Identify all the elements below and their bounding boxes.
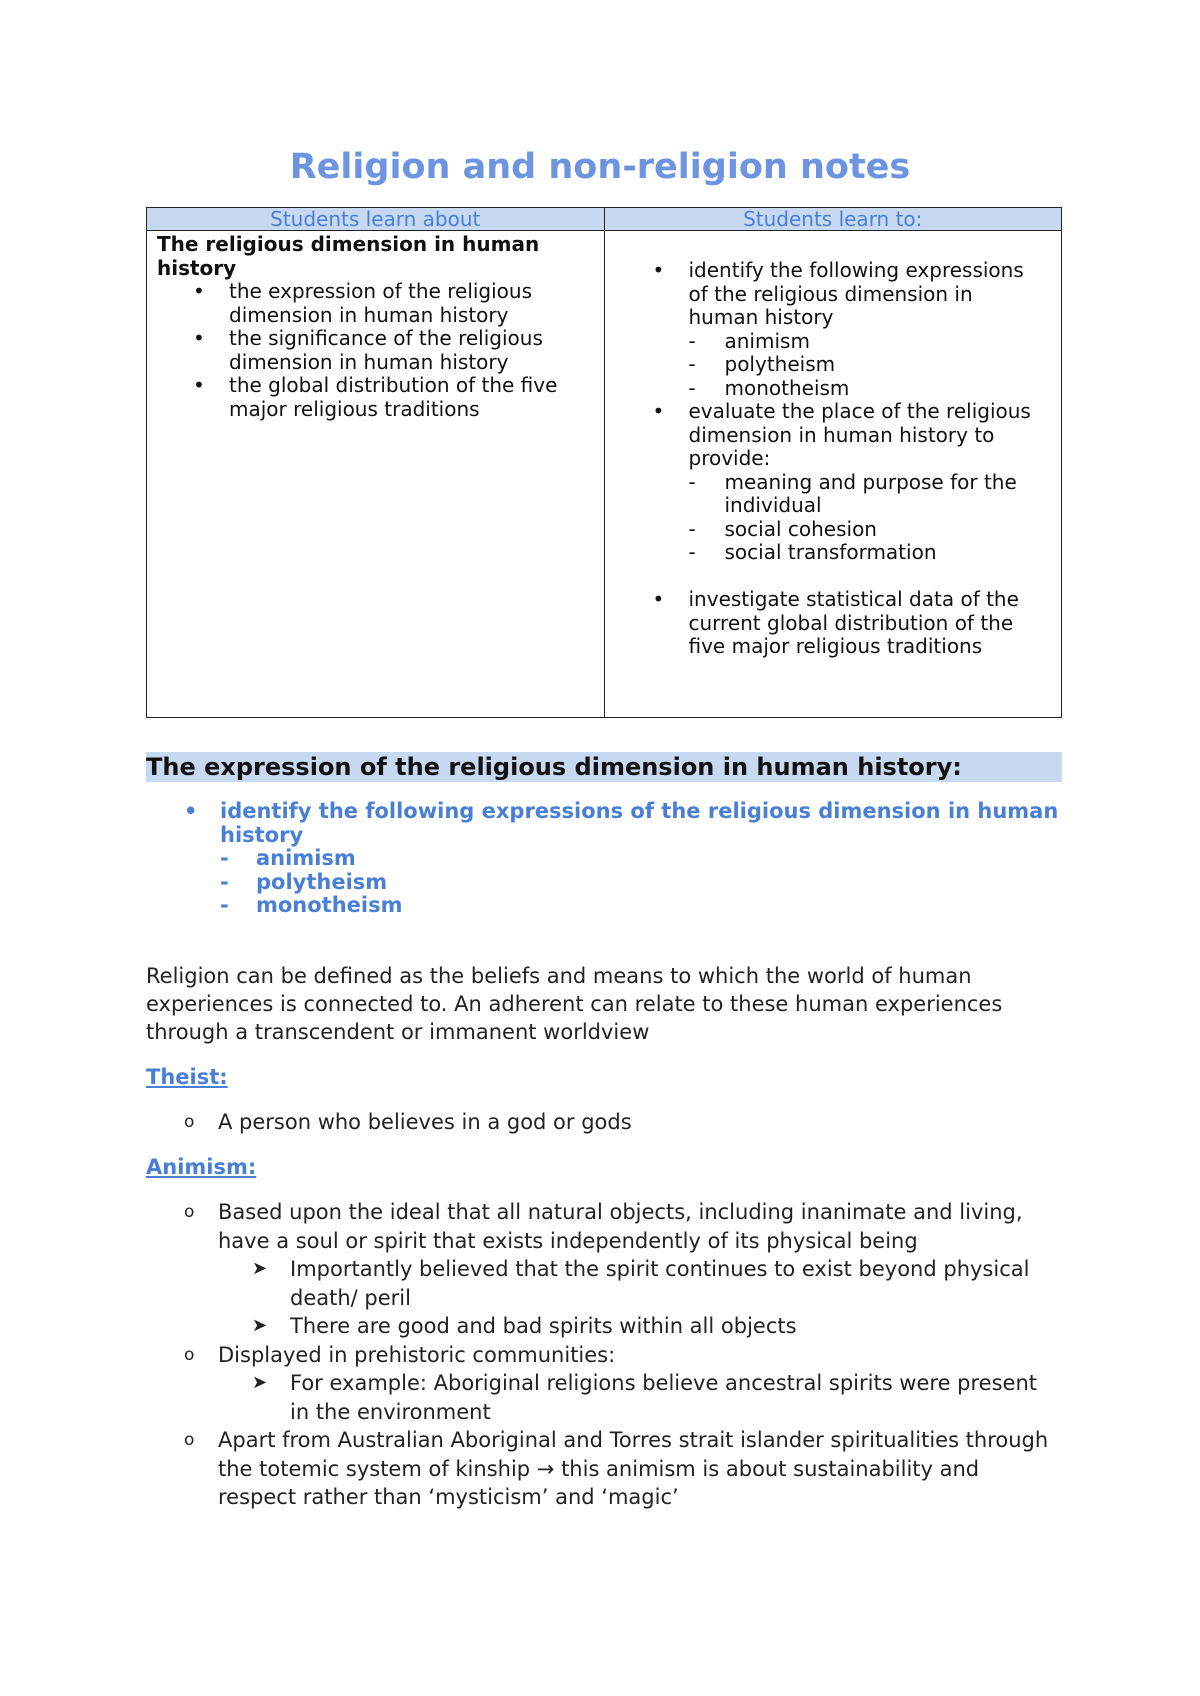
dash-item: - polytheism [220, 871, 1062, 895]
cell-heading: The religious dimension in human history [157, 232, 540, 280]
arrowhead-bullet-icon: ➤ [252, 1258, 268, 1279]
list-item [605, 259, 1062, 400]
animism-list [146, 1198, 1062, 1512]
list-item [605, 400, 1062, 565]
arrow-item-text: Importantly believed that the spirit continues to exist beyond physical death/ peril [290, 1257, 1030, 1310]
table-header-row [147, 208, 1062, 231]
circle-bullet-icon: o [184, 1430, 195, 1450]
list-item: • the global distribution of the five major religious traditions [157, 374, 604, 421]
list-item [146, 1426, 1062, 1512]
intro-paragraph: Religion can be defined as the beliefs and means to which the world of human experiences is connected to. An adherent can relate to these human experiences through a transcendent or immanent worldview [146, 964, 1003, 1044]
list-item: • investigate statistical data of the current global distribution of the five major religious traditions [605, 588, 1062, 659]
theist-heading: Theist: [146, 1065, 228, 1089]
list-item-text: Based upon the ideal that all natural objects, including inanimate and living, have a soul or spirit that exists independently of its physical being [218, 1200, 1023, 1253]
list-item: • the expression of the religious dimension in human history [157, 280, 604, 327]
dash-list [689, 330, 1042, 401]
dash-item: - meaning and purpose for the individual [689, 471, 1042, 518]
list-item: • the significance of the religious dimension in human history [157, 327, 604, 374]
arrow-item [218, 1369, 1052, 1426]
table-header-learn-to: Students learn to: [604, 208, 1062, 231]
table-header-learn-about: Students learn about [147, 208, 605, 231]
list-item-text: identify the following expressions of the religious dimension in human history [688, 258, 1024, 329]
learn-about-list [157, 280, 604, 421]
syllabus-table [146, 207, 1062, 718]
theist-list [146, 1108, 1062, 1137]
focus-list [146, 800, 1062, 918]
dash-item: - social cohesion [689, 518, 1042, 542]
focus-item [146, 800, 1062, 918]
list-item-text: Apart from Australian Aboriginal and Torres strait islander spiritualities through the totemic system of kinship → this animism is about sustainability and respect rather than ‘mysticism’ and ‘magic’ [218, 1428, 1049, 1509]
arrowhead-bullet-icon: ➤ [252, 1315, 268, 1336]
circle-bullet-icon: o [184, 1202, 195, 1222]
list-item-text: Displayed in prehistoric communities: [218, 1342, 616, 1367]
arrow-item-text: There are good and bad spirits within all objects [290, 1314, 797, 1338]
dash-list [689, 471, 1042, 565]
dash-item: - monotheism [220, 894, 1062, 918]
list-item-text: A person who believes in a god or gods [218, 1110, 632, 1134]
arrow-item [218, 1312, 1052, 1341]
list-item-text: evaluate the place of the religious dimension in human history to provide: [688, 399, 1031, 470]
list-item [146, 1198, 1062, 1341]
dash-list [220, 847, 1062, 918]
section-heading: The expression of the religious dimension in human history: [146, 752, 1062, 782]
dash-item: - animism [220, 847, 1062, 871]
arrow-list [218, 1369, 1052, 1426]
dash-item: - animism [689, 330, 1042, 354]
circle-bullet-icon: o [184, 1344, 195, 1365]
learn-about-cell [147, 231, 605, 718]
arrow-item-text: For example: Aboriginal religions believe ancestral spirits were present in the environment [290, 1371, 1037, 1424]
dash-item: - social transformation [689, 541, 1042, 565]
learn-to-list [605, 259, 1062, 659]
arrowhead-bullet-icon: ➤ [252, 1372, 268, 1393]
arrow-item [218, 1255, 1052, 1312]
circle-bullet-icon: o [184, 1112, 195, 1132]
learn-to-cell [604, 231, 1062, 718]
arrow-list [218, 1255, 1052, 1341]
dash-item: - polytheism [689, 353, 1042, 377]
animism-heading: Animism: [146, 1155, 257, 1179]
list-item [146, 1108, 1062, 1137]
focus-item-text: identify the following expressions of the religious dimension in human history [220, 799, 1059, 847]
list-item [146, 1341, 1062, 1427]
table-body-row [147, 231, 1062, 718]
page-title: Religion and non-religion notes [289, 147, 911, 187]
dash-item: - monotheism [689, 377, 1042, 401]
